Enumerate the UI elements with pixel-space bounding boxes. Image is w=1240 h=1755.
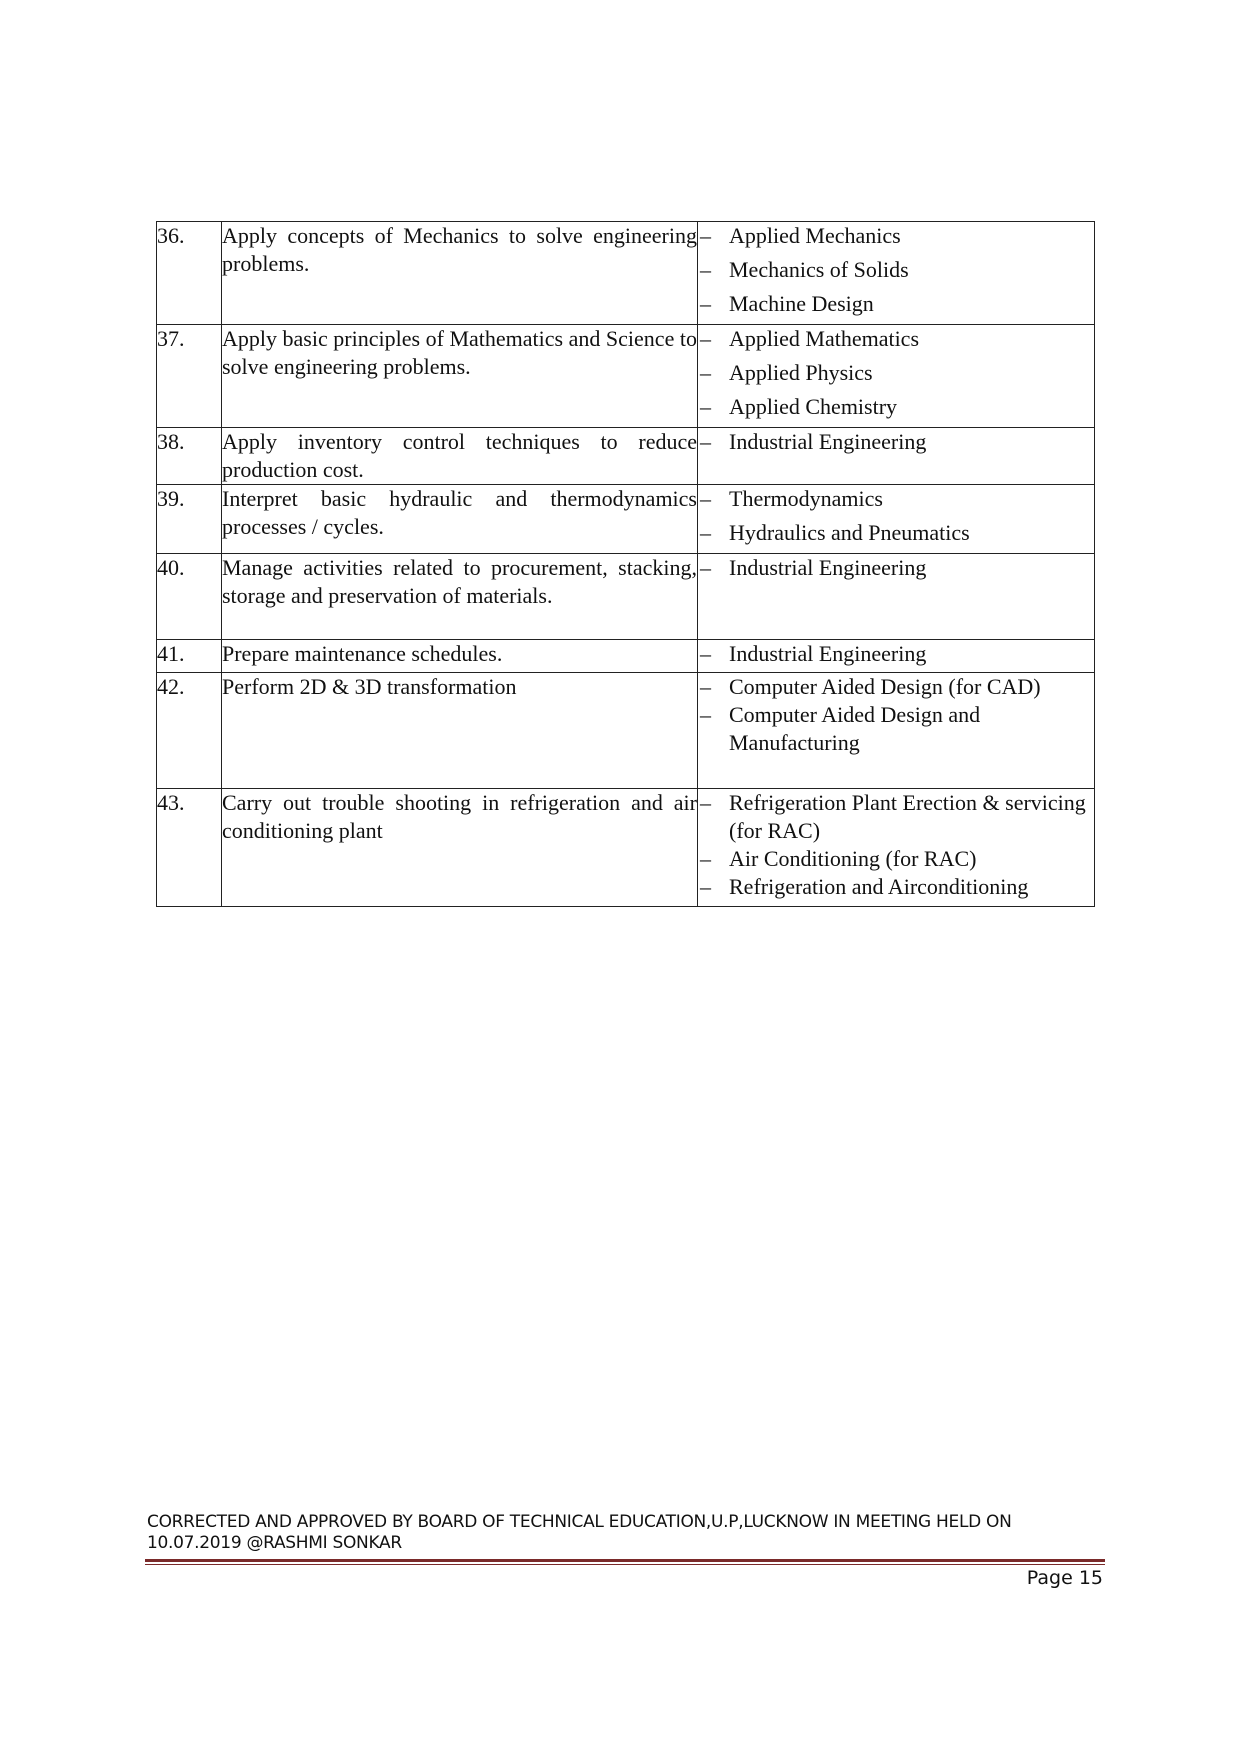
subject-list-cell xyxy=(698,673,1095,789)
subject-item: – Industrial Engineering xyxy=(698,554,1094,582)
subject-list-cell xyxy=(698,554,1095,640)
subject-item: – Thermodynamics xyxy=(698,485,1094,513)
subject-item: – Applied Physics xyxy=(698,359,1094,387)
subject-list xyxy=(698,485,1094,547)
row-number: 42. xyxy=(157,673,222,789)
subject-list-cell xyxy=(698,485,1095,554)
outcome-text: Apply concepts of Mechanics to solve engineering problems. xyxy=(222,222,698,325)
subject-list xyxy=(698,640,1094,668)
outcomes-table xyxy=(156,221,1095,907)
approval-line: 10.07.2019 @RASHMI SONKAR xyxy=(147,1533,402,1553)
subject-list-cell xyxy=(698,640,1095,673)
subject-item: – Hydraulics and Pneumatics xyxy=(698,519,1094,547)
subject-item: – Refrigeration and Airconditioning xyxy=(698,873,1094,901)
subject-list-cell xyxy=(698,789,1095,907)
row-number: 38. xyxy=(157,428,222,485)
subject-item: – Applied Chemistry xyxy=(698,393,1094,421)
subject-list xyxy=(698,428,1094,456)
subject-item: – Industrial Engineering xyxy=(698,640,1094,668)
table-row xyxy=(157,428,1095,485)
outcome-text: Manage activities related to procurement, stacking, storage and preservation of materials. xyxy=(222,554,698,640)
row-number: 41. xyxy=(157,640,222,673)
subject-item: – Applied Mechanics xyxy=(698,222,1094,250)
subject-item: – Computer Aided Design (for CAD) xyxy=(698,673,1094,701)
table-row xyxy=(157,673,1095,789)
outcome-text: Carry out trouble shooting in refrigeration and air conditioning plant xyxy=(222,789,698,907)
subject-item: – Machine Design xyxy=(698,290,1094,318)
row-number: 37. xyxy=(157,325,222,428)
page-number: Page 15 xyxy=(1026,1567,1103,1589)
outcome-text: Apply inventory control techniques to reduce production cost. xyxy=(222,428,698,485)
subject-list xyxy=(698,789,1094,901)
subject-list-cell xyxy=(698,325,1095,428)
table-row xyxy=(157,485,1095,554)
subject-item: – Computer Aided Design and Manufacturing xyxy=(698,701,1094,757)
subject-item: – Refrigeration Plant Erection & servicing (for RAC) xyxy=(698,789,1094,845)
subject-list xyxy=(698,325,1094,421)
table-row xyxy=(157,325,1095,428)
approval-footer xyxy=(147,1512,1107,1554)
subject-item: – Mechanics of Solids xyxy=(698,256,1094,284)
subject-item: – Air Conditioning (for RAC) xyxy=(698,845,1094,873)
outcome-text: Perform 2D & 3D transformation xyxy=(222,673,698,789)
table-row xyxy=(157,640,1095,673)
subject-list xyxy=(698,554,1094,582)
table-row xyxy=(157,554,1095,640)
outcome-text: Apply basic principles of Mathematics and Science to solve engineering problems. xyxy=(222,325,698,428)
subject-list-cell xyxy=(698,428,1095,485)
subject-list-cell xyxy=(698,222,1095,325)
row-number: 39. xyxy=(157,485,222,554)
outcome-text: Interpret basic hydraulic and thermodynamics processes / cycles. xyxy=(222,485,698,554)
approval-line: CORRECTED AND APPROVED BY BOARD OF TECHNICAL EDUCATION,U.P,LUCKNOW IN MEETING HELD ON xyxy=(147,1512,1012,1532)
subject-list xyxy=(698,673,1094,757)
table-row xyxy=(157,789,1095,907)
subject-list xyxy=(698,222,1094,318)
subject-item: – Applied Mathematics xyxy=(698,325,1094,353)
footer-divider xyxy=(145,1559,1105,1565)
outcome-text: Prepare maintenance schedules. xyxy=(222,640,698,673)
row-number: 43. xyxy=(157,789,222,907)
row-number: 40. xyxy=(157,554,222,640)
table-row xyxy=(157,222,1095,325)
subject-item: – Industrial Engineering xyxy=(698,428,1094,456)
row-number: 36. xyxy=(157,222,222,325)
